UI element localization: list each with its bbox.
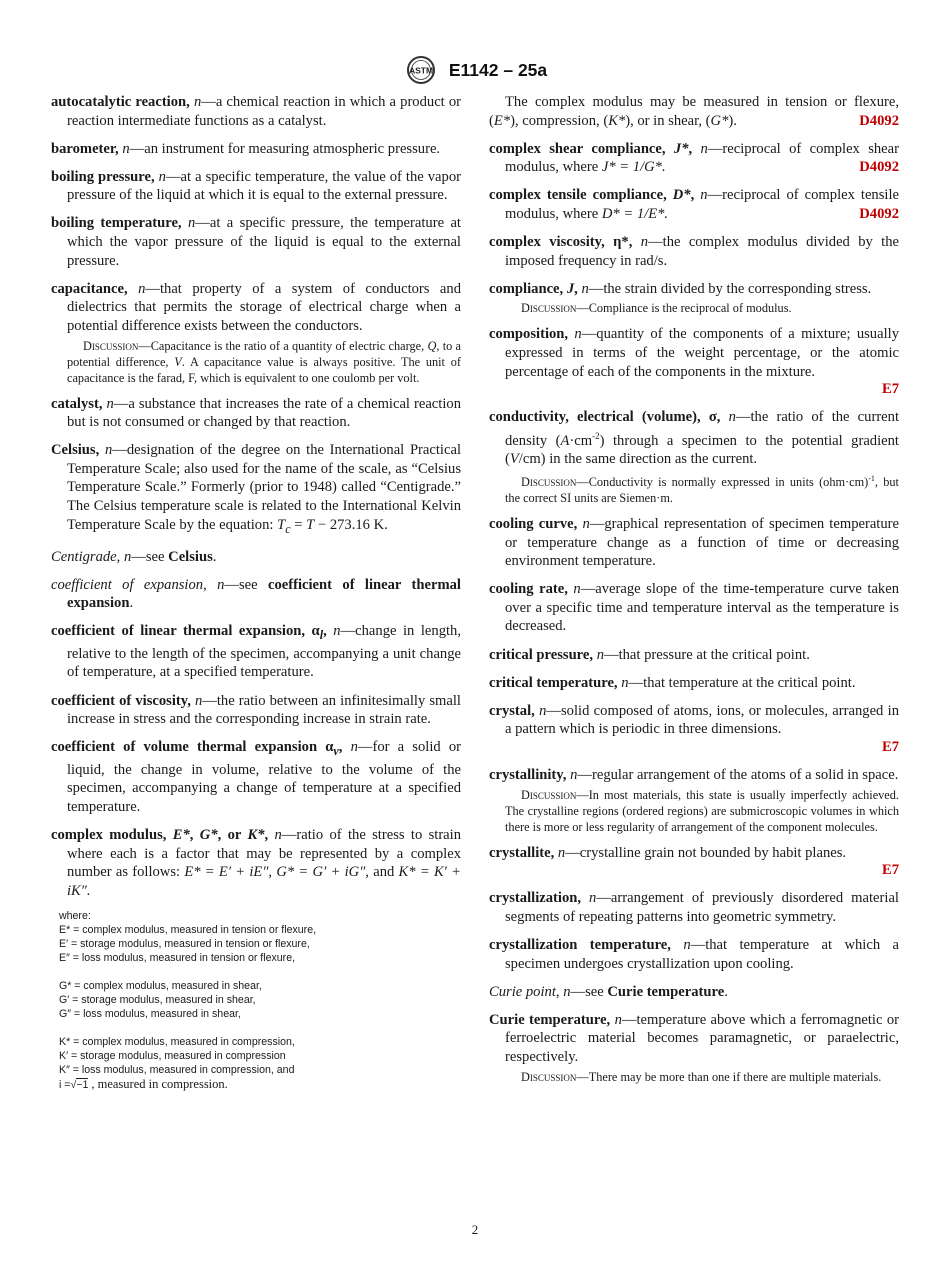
definition: —reciprocal of complex tensile modulus, where: [505, 187, 899, 222]
definition: —ratio of the stress to strain where each is a factor that may be represented by a complex number as follows:: [67, 827, 462, 881]
term: crystallite,: [489, 844, 555, 861]
part-of-speech: n: [621, 674, 629, 691]
part-of-speech: n: [539, 702, 547, 719]
term: cooling rate,: [489, 581, 568, 598]
reference-link[interactable]: E7: [881, 381, 899, 398]
term: catalyst,: [51, 395, 103, 412]
definition: —at a specific pressure, the temperature at which the vapor pressure of the liquid is equal to the external pressure.: [67, 215, 461, 269]
definition: —that property of a system of conductors and dielectrics that permits the storage of electrical charge when a potential difference exists between the conductors.: [67, 280, 461, 334]
equation: J* = 1/G*.: [601, 159, 666, 176]
discussion-note: [505, 1069, 899, 1085]
part-of-speech: n: [700, 187, 708, 204]
term: complex tensile compliance,: [489, 187, 673, 204]
discussion-label: Discussion: [521, 787, 577, 802]
part-of-speech: n: [187, 215, 196, 232]
definition-entry: [489, 936, 899, 973]
part-of-speech: n: [596, 646, 604, 663]
punctuation: ,: [690, 187, 695, 204]
where-symbol: i =: [59, 1079, 71, 1092]
left-column: [51, 93, 461, 1092]
definition: —that temperature at which a specimen undergoes crystallization upon cooling.: [505, 936, 899, 972]
part-of-speech: n: [194, 692, 203, 709]
definition-entry: [489, 325, 899, 398]
where-line: K* = complex modulus, measured in compression,: [59, 1036, 295, 1049]
discussion-label: Discussion: [521, 301, 577, 316]
term: coefficient of viscosity,: [51, 692, 191, 709]
symbol: T: [306, 516, 315, 533]
symbol: c: [285, 521, 291, 536]
logo-text: ASTM: [408, 65, 433, 76]
where-line: G″ = loss modulus, measured in shear,: [59, 1008, 241, 1021]
part-of-speech: n: [138, 280, 146, 297]
definition: —arrangement of previously disordered material segments of repeating patterns into geometric symmetry.: [505, 890, 899, 925]
part-of-speech: n: [573, 581, 581, 598]
cross-reference: Curie temperature: [607, 983, 725, 1000]
discussion-note: [505, 471, 899, 506]
definition-entry: [489, 844, 899, 880]
see-text: —see: [224, 576, 268, 593]
where-line: E″ = loss modulus, measured in tension or flexure,: [59, 952, 296, 965]
definition-entry: [489, 1011, 899, 1067]
discussion-text: , to a potential difference,: [67, 338, 461, 369]
cross-reference: coefficient of linear thermal expansion: [67, 576, 461, 612]
part-of-speech: n: [106, 395, 114, 412]
definition-entry: [51, 214, 461, 270]
symbol: G*: [710, 112, 729, 129]
term: coefficient of volume thermal expansion α: [51, 739, 334, 756]
discussion-text: —Conductivity is normally expressed in units (ohm·cm): [576, 474, 869, 489]
definition: —temperature above which a ferromagnetic or ferroelectric material becomes paramagnetic, or paraelectric, respectively.: [505, 1011, 899, 1065]
part-of-speech: n: [193, 94, 202, 110]
symbol: G*: [199, 827, 218, 844]
where-line: E* = complex modulus, measured in tension or flexure,: [59, 924, 317, 937]
definition: —the ratio between an infinitesimally small increase in stress and the corresponding increase in strain rate.: [67, 692, 461, 728]
part-of-speech: n: [728, 409, 736, 426]
definition: —an instrument for measuring atmospheric pressure.: [129, 140, 441, 157]
term: complex viscosity, η*,: [489, 234, 633, 251]
part-of-speech: n: [570, 766, 578, 783]
discussion-label: Discussion: [521, 1069, 577, 1084]
part-of-speech: n: [683, 936, 691, 953]
definition-entry: [489, 580, 899, 636]
discussion-text: —In most materials, this state is usually imperfectly achieved. The crystalline regions (ordered regions) are submicroscopic volumes in which there is more or less regularity of arrangement of the component molecules.: [505, 787, 899, 834]
punctuation: , or: [217, 827, 248, 844]
symbol: K*: [247, 827, 265, 844]
definition-entry: [489, 140, 899, 177]
part-of-speech: n: [640, 234, 649, 251]
term: crystallization temperature,: [489, 936, 671, 953]
paragraph-text: ).: [728, 112, 737, 129]
term: composition,: [489, 326, 569, 343]
term: critical temperature,: [489, 674, 618, 691]
symbol: E*: [172, 827, 190, 844]
definition-entry: [51, 395, 461, 432]
astm-logo: [403, 54, 439, 86]
discussion-label: Discussion: [521, 474, 577, 489]
definition-entry: [489, 702, 899, 757]
part-of-speech: n: [104, 442, 113, 459]
part-of-speech: n: [563, 983, 571, 1000]
definition: —designation of the degree on the International Practical Temperature Scale; also used for the name of the scale, as “Celsius Temperature Scale.” Formerly (prior to 1948) called “Centigrade.” The Celsius temperature scale is related to the International Kelvin Temperature Scale by the equation:: [67, 442, 461, 533]
term: boiling pressure,: [51, 168, 155, 185]
definition: —the complex modulus divided by the imposed frequency in rad/s.: [505, 234, 899, 269]
paragraph-text: The complex modulus may be measured in tension or flexure, (: [489, 94, 899, 129]
term: critical pressure,: [489, 646, 594, 663]
term: coefficient of linear thermal expansion, α: [51, 623, 320, 640]
part-of-speech: n: [350, 739, 358, 756]
definition-entry: [51, 692, 461, 729]
symbol: l: [319, 628, 324, 643]
definition: ) through a specimen to the potential gradient (: [505, 432, 899, 468]
definition: —graphical representation of specimen temperature or temperature change as a function of time or decreasing environment temperature.: [505, 515, 899, 570]
equation-text: =: [290, 516, 307, 533]
cross-reference: Celsius: [168, 548, 213, 565]
definition-entry: [51, 441, 461, 538]
paragraph-text: ), compression, (: [510, 112, 609, 129]
equation: D* = 1/E*.: [601, 205, 669, 222]
where-text: , measured in compression.: [91, 1077, 228, 1092]
definition: —a substance that increases the rate of a chemical reaction but is not consumed or changed by that reaction.: [67, 395, 461, 431]
punctuation: ,: [189, 827, 200, 844]
symbol: K*: [608, 112, 626, 129]
term: crystal,: [489, 702, 535, 719]
symbol: Q: [427, 338, 437, 353]
definition: —the strain divided by the corresponding stress.: [588, 280, 872, 297]
where-line: K′ = storage modulus, measured in compression: [59, 1050, 286, 1063]
part-of-speech: n: [217, 576, 225, 593]
reference-link[interactable]: D4092: [859, 159, 899, 176]
definition: —crystalline grain not bounded by habit planes.: [565, 844, 847, 861]
exponent: -2: [592, 430, 600, 441]
equation-text: − 273.16 K.: [314, 516, 388, 533]
definition: —reciprocal of complex shear modulus, where: [505, 140, 899, 176]
definition-entry: coefficient of linear thermal expansion, $\alpha_l$, n—change in length, relative to the length of the specimen, accompanying a unit change of temperature, at a specified temperature.: [51, 623, 461, 681]
term: Curie temperature,: [489, 1011, 611, 1028]
paragraph-text: ), or in shear, (: [625, 112, 711, 129]
term: compliance,: [489, 280, 567, 297]
definition-entry: [51, 93, 461, 130]
definition: —at a specific temperature, the value of the vapor pressure of the liquid at which it is equal to the external pressure.: [67, 168, 461, 204]
term: coefficient of expansion: [51, 576, 204, 593]
term: complex modulus,: [51, 827, 173, 844]
where-line: G′ = storage modulus, measured in shear,: [59, 994, 256, 1007]
definition: —the ratio of the current density (: [505, 409, 900, 449]
discussion-note: [505, 300, 899, 316]
term: Centigrade: [51, 548, 117, 565]
part-of-speech: n: [333, 623, 341, 640]
part-of-speech: n: [557, 844, 566, 861]
definition-entry: coefficient of volume thermal expansion $\alpha_v$, n—for a solid or liquid, the change in volume, relative to the volume of the specimen, accompanying a change of temperature at a specified temperature.: [51, 739, 461, 815]
symbol: D*: [672, 187, 691, 204]
definition-entry: Centigrade, n—see Celsius.: [51, 548, 217, 565]
discussion-text: —Compliance is the reciprocal of modulus.: [576, 301, 792, 316]
discussion-note: [67, 338, 461, 386]
term: barometer,: [51, 140, 119, 157]
definition-entry: Curie point, n—see Curie temperature.: [489, 983, 728, 1000]
right-column: [489, 93, 899, 1085]
definition: ·cm: [569, 432, 593, 449]
page-header: [0, 54, 950, 86]
term: conductivity, electrical (volume), σ,: [489, 409, 721, 426]
definition-entry: [51, 168, 461, 205]
part-of-speech: n: [574, 326, 582, 343]
definition-entry: [489, 646, 899, 665]
part-of-speech: n: [122, 140, 130, 157]
definition: —solid composed of atoms, ions, or molecules, arranged in a pattern which is periodic in three dimensions.: [505, 702, 899, 738]
equation: K* = K′ + iK″.: [67, 864, 461, 899]
definition: —that temperature at the critical point.: [628, 674, 856, 691]
discussion-text: , but the correct SI units are Siemen·m.: [505, 474, 899, 505]
symbol: v: [333, 744, 339, 759]
definition: —for a solid or liquid, the change in volume, relative to the volume of the specimen, accompanying a change of temperature at a specified temperature.: [67, 739, 461, 815]
where-list: [59, 909, 461, 1092]
reference-link[interactable]: D4092: [859, 112, 899, 129]
term: crystallinity,: [489, 766, 567, 783]
part-of-speech: n: [700, 140, 708, 157]
part-of-speech: n: [614, 1011, 622, 1028]
definition-entry: [489, 280, 899, 299]
definition-entry: [489, 766, 899, 785]
term: complex shear compliance,: [489, 140, 674, 157]
symbol: J*: [673, 140, 689, 157]
definition: —quantity of the components of a mixture; usually expressed in terms of the weight percentage, or the atomic percentage of each of the components in the mixture.: [505, 326, 899, 380]
term: cooling curve,: [489, 515, 578, 532]
symbol: V: [509, 451, 519, 468]
discussion-text: —Capacitance is the ratio of a quantity of electric charge,: [138, 338, 428, 353]
discussion-label: Discussion: [83, 338, 139, 353]
discussion-note: [505, 787, 899, 835]
term: autocatalytic reaction,: [51, 94, 190, 110]
definition: and: [373, 864, 399, 881]
reference-link[interactable]: E7: [881, 862, 899, 879]
part-of-speech: n: [581, 280, 589, 297]
term: Curie point: [489, 983, 556, 1000]
definition-entry: [489, 233, 899, 270]
definition-entry: [489, 674, 899, 693]
discussion-text: —There may be more than one if there are multiple materials.: [576, 1069, 882, 1084]
definition: —that pressure at the critical point.: [603, 646, 810, 663]
symbol: A: [560, 432, 570, 449]
definition: —a chemical reaction in which a product or reaction intermediate functions as a catalyst.: [67, 94, 461, 129]
standard-designation: E1142 – 25a: [448, 59, 548, 80]
definition-entry: [489, 408, 899, 469]
term: crystallization,: [489, 890, 582, 907]
definition: —regular arrangement of the atoms of a solid in space.: [577, 766, 899, 783]
continued-paragraph: [489, 93, 899, 130]
definition-entry: [489, 186, 899, 223]
exponent: -1: [868, 473, 875, 483]
definition: —average slope of the time-temperature curve taken over a specific time and temperature interval as the temperature is decreased.: [505, 581, 899, 635]
discussion-text: . A capacitance value is always positive. The unit of capacitance is the farad, F, which is equivalent to one coulomb per volt.: [67, 354, 461, 385]
definition-entry: [51, 140, 461, 159]
punctuation: ,: [264, 827, 269, 844]
part-of-speech: n: [582, 515, 590, 532]
definition-entry: [51, 826, 461, 900]
where-line: G* = complex modulus, measured in shear,: [59, 980, 262, 993]
see-text: —see: [131, 548, 169, 565]
definition: —change in length, relative to the length of the specimen, accompanying a unit change of temperature, at a specified temperature.: [67, 623, 461, 681]
symbol: V: [174, 354, 182, 369]
punctuation: ,: [574, 280, 578, 297]
term: boiling temperature,: [51, 215, 182, 232]
symbol: E*: [493, 112, 511, 129]
symbol: T: [277, 516, 286, 533]
term: capacitance,: [51, 280, 128, 297]
symbol: J: [566, 280, 575, 297]
definition-entry: [489, 889, 899, 926]
punctuation: ,: [688, 140, 693, 157]
definition: /cm) in the same direction as the current.: [518, 451, 758, 468]
definition-entry: coefficient of expansion, n—see coefficient of linear thermal expansion.: [51, 576, 461, 612]
definition-entry: [489, 515, 899, 571]
part-of-speech: n: [123, 548, 132, 565]
radicand: −1: [76, 1079, 89, 1092]
part-of-speech: n: [589, 890, 597, 907]
equation: E* = E′ + iE″, G* = G′ + iG″,: [184, 864, 369, 881]
where-line: K″ = loss modulus, measured in compression, and: [59, 1064, 295, 1077]
page-number: 2: [471, 1222, 479, 1237]
see-text: —see: [570, 983, 608, 1000]
where-line: E′ = storage modulus, measured in tension or flexure,: [59, 938, 310, 951]
where-label: where:: [59, 910, 91, 923]
definition-entry: [51, 280, 461, 336]
part-of-speech: n: [274, 827, 282, 844]
reference-link[interactable]: D4092: [859, 205, 899, 222]
part-of-speech: n: [158, 168, 166, 185]
where-line-i: i =√−1 , measured in compression.: [59, 1077, 228, 1092]
term: Celsius,: [51, 442, 100, 459]
reference-link[interactable]: E7: [881, 738, 899, 755]
